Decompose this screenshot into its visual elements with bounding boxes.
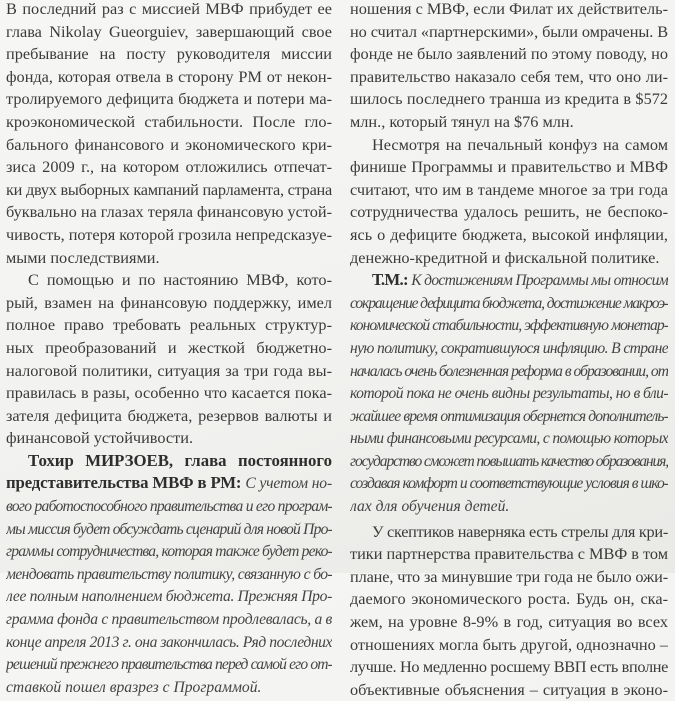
text-line: шилось последнего транша из кредита в $572 — [350, 89, 668, 109]
text-line: фонде не было заявлений по этому поводу, но — [350, 44, 668, 64]
answer-line: вого работоспособного правительства и его програм- — [6, 498, 332, 516]
text-line: правительство наказало себя тем, что оно ли- — [350, 66, 668, 86]
text-line: считают, что им в тандеме многое за три года — [350, 179, 668, 199]
text-line: правилась в разы, особенно что касается пока- — [6, 383, 332, 403]
right-column — [350, 0, 668, 701]
answer-line: которой пока не очень видны результаты, но в бли- — [350, 385, 668, 403]
answer-line: создавая комфорт и соответствующие условия в шко- — [350, 475, 668, 493]
answer-line: началась очень болезненная реформа в образовании, от — [350, 362, 668, 380]
interview-mirzoev — [6, 450, 332, 700]
text-line: буквально на глазах теряла финансовую устой- — [6, 202, 332, 222]
text-line: глава Nikolay Gueorguiev, завершающий свое — [6, 21, 332, 41]
answer-line: конце апреля 2013 г. она закончилась. Ряд последних — [6, 633, 332, 651]
paragraph-imf-mission — [6, 0, 332, 269]
text-line: финише Программы и правительство и МВФ — [350, 157, 668, 177]
text-line: лучше. Но медленно росшему ВВП есть вполне — [350, 657, 668, 677]
text-line: тики партнерства правительства с МВФ в том — [350, 544, 668, 564]
speaker-initials: Т.М.: — [372, 270, 408, 290]
speaker-name: Тохир МИРЗОЕВ, глава постоянного — [28, 450, 332, 470]
text-line: Несмотря на печальный конфуз на самом — [372, 134, 668, 154]
text-line: сотрудничества удалось решить, не беспоко- — [350, 202, 668, 222]
text-line: налоговой политики, ситуация за три года вы- — [6, 360, 332, 380]
left-column — [6, 0, 332, 699]
text-line: полное право требовать реальных структур- — [6, 315, 332, 335]
text-line: С помощью и по настоянию МВФ, кото- — [28, 270, 332, 290]
paragraph-skeptics — [350, 521, 668, 701]
text-line: кроэкономической стабильности. После гло- — [6, 111, 332, 131]
speaker-line — [350, 269, 668, 293]
text-line: чивость, потеря которой грозила непредсказуе- — [6, 224, 332, 244]
text-line: финансовой устойчивости. — [6, 428, 194, 448]
answer-line: жайшее время оптимизация обернется дополнитель- — [350, 407, 668, 425]
answer-line: грамма фонда с правительством продлевалась, а в — [6, 611, 332, 629]
text-line: У скептиков наверняка есть стрелы для кри- — [372, 521, 668, 541]
interview-tm — [350, 269, 668, 519]
text-line: ки двух выборных кампаний парламента, страна — [6, 179, 332, 199]
paragraph-imf-help — [6, 269, 332, 450]
text-line: В последний раз с миссией МВФ прибудет ее — [6, 0, 332, 18]
answer-line: ную политику, сократившуюся инфляцию. В стране — [350, 339, 668, 357]
text-line: но считал «партнерскими», были омрачены. В — [350, 21, 668, 41]
text-line: зиса 2009 г., на котором отложились отпечат- — [6, 157, 332, 177]
text-line: жем, на уровне 8-9% в год, ситуация во всех — [350, 612, 668, 632]
text-line: зателя дефицита бюджета, резервов валюты и — [6, 405, 332, 425]
answer-text: К достижениям Программы мы относим — [411, 272, 668, 290]
text-line: ношения с МВФ, если Филат их действитель- — [350, 0, 668, 18]
text-line: фонда, которая отвела в сторону РМ от некон- — [6, 66, 332, 86]
text-line: денежно-кредитной и фискальной политике. — [350, 247, 660, 267]
text-line: рый, взамен на финансовую поддержку, имел — [6, 292, 332, 312]
text-line: плане, что за минувшие три года не было ожи- — [350, 566, 668, 586]
text-line: даемого экономического роста. Будь он, ска- — [350, 589, 668, 609]
answer-line: лее полным наполнением бюджета. Прежняя Про- — [6, 588, 332, 606]
text-line: пребывание на посту руководителя миссии — [6, 44, 332, 64]
answer-line: лах для обучения детей. — [350, 498, 510, 516]
answer-line: мендовать правительству политику, связанную с бо- — [6, 565, 332, 583]
answer-line: решений прежнего правительства перед самой его от- — [6, 656, 332, 674]
text-line: отношениях могла быть другой, однозначно – — [350, 634, 668, 654]
answer-line: граммы сотрудничества, которая также будет реко- — [6, 543, 332, 561]
answer-line: ставкой пошел вразрез с Программой. — [6, 678, 262, 696]
text-line: ных преобразований и жесткой бюджетно- — [6, 337, 332, 357]
answer-line: сокращение дефицита бюджета, достижение макроэ- — [350, 294, 668, 312]
answer-line: мы миссия будет обсуждать сценарий для новой Про- — [6, 520, 332, 538]
speaker-title: представительства МВФ в РМ: — [6, 473, 242, 493]
text-line: ясь о дефиците бюджета, высокой инфляции, — [350, 224, 668, 244]
paragraph-relations — [350, 0, 668, 134]
speaker-title-line — [6, 472, 332, 496]
answer-line: кономической стабильности, эффективную монетар- — [350, 317, 668, 335]
answer-line: ными финансовыми ресурсами, с помощью которых — [350, 430, 668, 448]
text-line: объективные объяснения – ситуация в эконо- — [350, 679, 668, 699]
text-line: млн., который тянул на $76 млн. — [350, 111, 574, 131]
paragraph-confusion — [350, 134, 668, 270]
text-line: мыми последствиями. — [6, 247, 160, 267]
text-line: бального финансового и экономического кри- — [6, 134, 332, 154]
answer-line: государство сможет повышать качество образования, — [350, 452, 668, 470]
answer-text: С учетом но- — [245, 475, 332, 493]
text-line: тролируемого дефицита бюджета и потери ма- — [6, 89, 332, 109]
